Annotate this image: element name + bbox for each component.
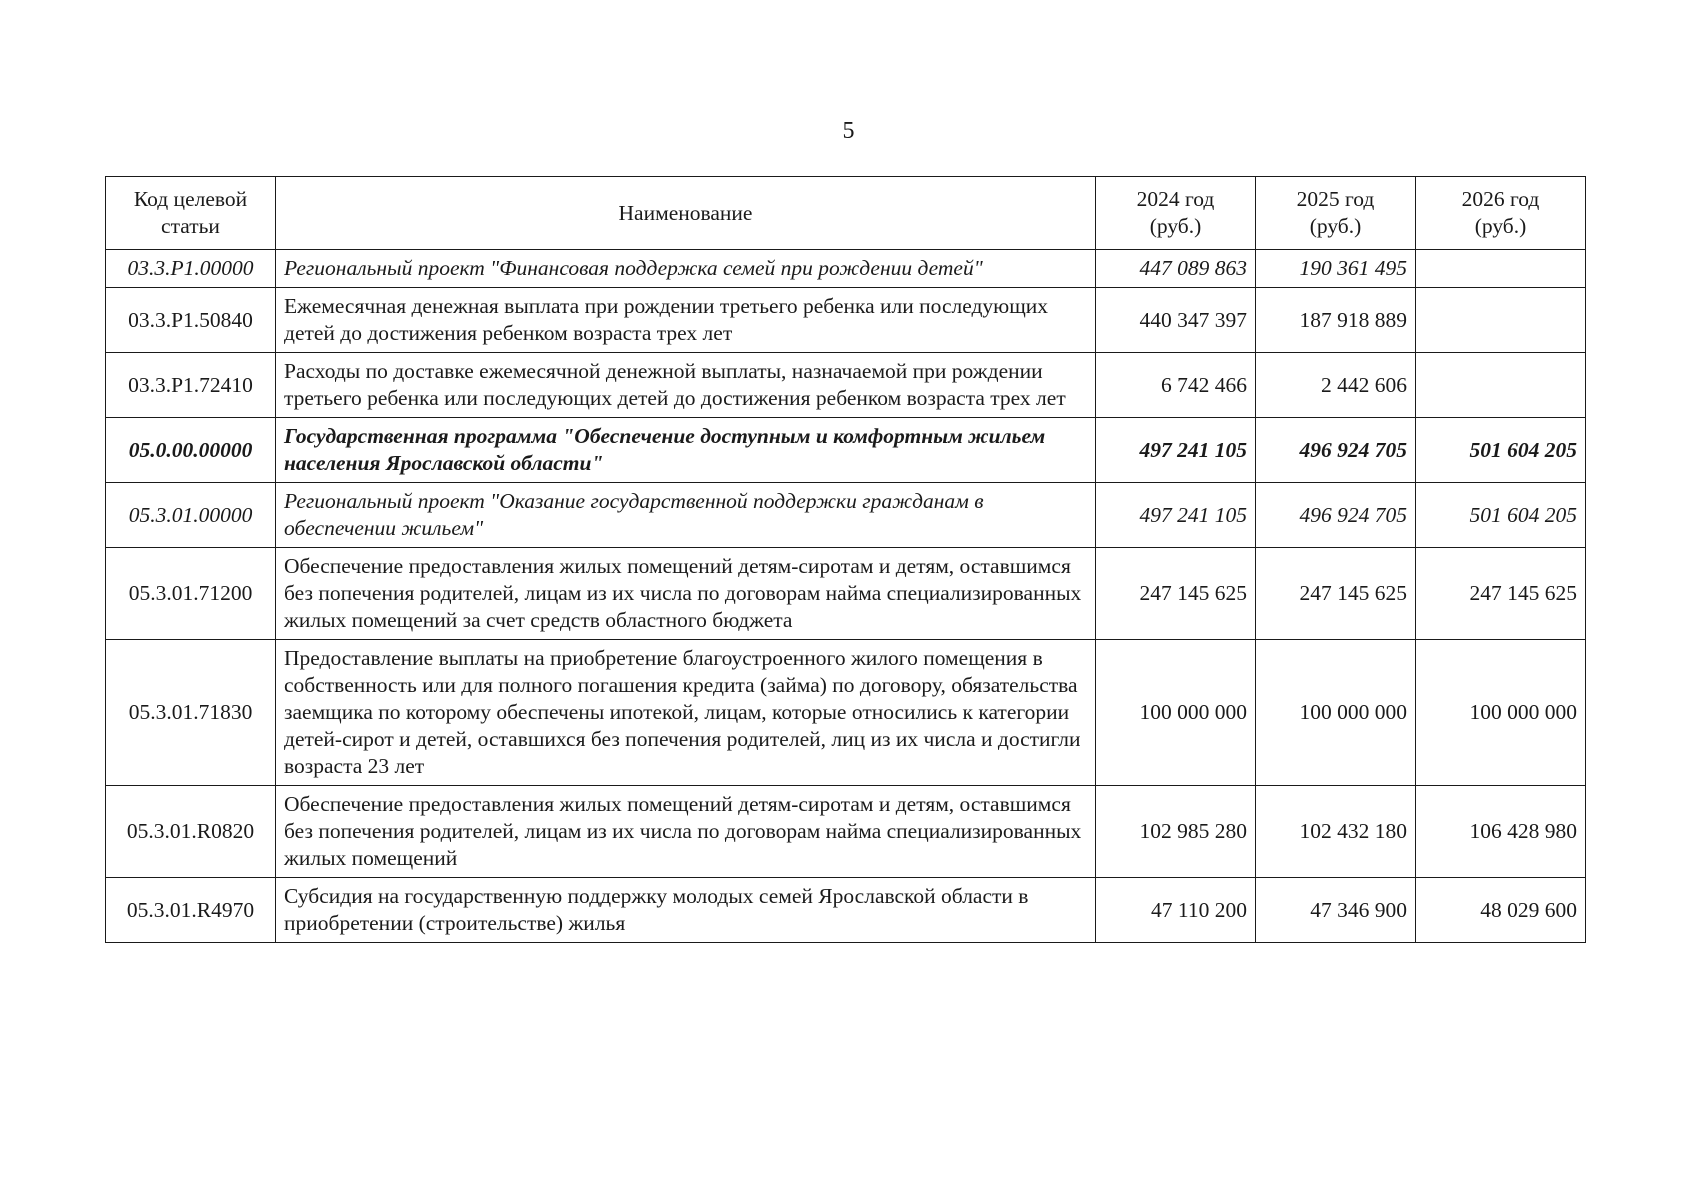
row-code: 05.3.01.R0820 xyxy=(106,786,276,878)
row-value-2025: 102 432 180 xyxy=(1256,786,1416,878)
row-code: 05.3.01.R4970 xyxy=(106,878,276,943)
row-name: Обеспечение предоставления жилых помещений детям-сиротам и детям, оставшимся без попечения родителей, лицам из их числа по договорам найма специализированных жилых помещений за счет средств областного бюджета xyxy=(276,548,1096,640)
row-value-2024: 497 241 105 xyxy=(1096,483,1256,548)
row-name: Предоставление выплаты на приобретение благоустроенного жилого помещения в собственность или для полного погашения кредита (займа) по договору, обязательства заемщика по которому обеспечены ипотекой, лицам, которые относились к категории детей-сирот и детей, оставшихся без попечения родителей, лиц из их числа и достигли возраста 23 лет xyxy=(276,640,1096,786)
header-2026: 2026 год (руб.) xyxy=(1416,177,1586,250)
table-row xyxy=(106,288,1586,353)
row-name: Региональный проект "Финансовая поддержка семей при рождении детей" xyxy=(276,250,1096,288)
page-number: 5 xyxy=(842,118,855,144)
row-code: 05.3.01.00000 xyxy=(106,483,276,548)
row-value-2025: 247 145 625 xyxy=(1256,548,1416,640)
table-row xyxy=(106,250,1586,288)
row-value-2025: 496 924 705 xyxy=(1256,483,1416,548)
row-value-2026: 100 000 000 xyxy=(1416,640,1586,786)
table-row xyxy=(106,548,1586,640)
row-value-2024: 447 089 863 xyxy=(1096,250,1256,288)
row-name: Государственная программа "Обеспечение доступным и комфортным жильем населения Ярославской области" xyxy=(276,418,1096,483)
row-value-2025: 187 918 889 xyxy=(1256,288,1416,353)
row-value-2025: 496 924 705 xyxy=(1256,418,1416,483)
row-value-2024: 6 742 466 xyxy=(1096,353,1256,418)
row-value-2026: 501 604 205 xyxy=(1416,418,1586,483)
row-code: 03.3.P1.72410 xyxy=(106,353,276,418)
row-value-2024: 440 347 397 xyxy=(1096,288,1256,353)
row-value-2026 xyxy=(1416,353,1586,418)
row-value-2024: 100 000 000 xyxy=(1096,640,1256,786)
budget-table xyxy=(105,176,1586,943)
table-body xyxy=(106,250,1586,943)
row-value-2025: 190 361 495 xyxy=(1256,250,1416,288)
row-value-2025: 2 442 606 xyxy=(1256,353,1416,418)
row-name: Субсидия на государственную поддержку молодых семей Ярославской области в приобретении (строительстве) жилья xyxy=(276,878,1096,943)
row-value-2025: 100 000 000 xyxy=(1256,640,1416,786)
table-header-row xyxy=(106,177,1586,250)
table-row xyxy=(106,878,1586,943)
row-value-2024: 102 985 280 xyxy=(1096,786,1256,878)
row-value-2026 xyxy=(1416,250,1586,288)
row-code: 05.3.01.71200 xyxy=(106,548,276,640)
table-row xyxy=(106,353,1586,418)
row-name: Обеспечение предоставления жилых помещений детям-сиротам и детям, оставшимся без попечения родителей, лицам из их числа по договорам найма специализированных жилых помещений xyxy=(276,786,1096,878)
row-code: 03.3.P1.00000 xyxy=(106,250,276,288)
row-name: Ежемесячная денежная выплата при рождении третьего ребенка или последующих детей до достижения ребенком возраста трех лет xyxy=(276,288,1096,353)
table-row xyxy=(106,640,1586,786)
row-value-2026: 48 029 600 xyxy=(1416,878,1586,943)
row-code: 03.3.P1.50840 xyxy=(106,288,276,353)
table-row xyxy=(106,483,1586,548)
row-value-2024: 497 241 105 xyxy=(1096,418,1256,483)
header-name: Наименование xyxy=(276,177,1096,250)
row-value-2026: 106 428 980 xyxy=(1416,786,1586,878)
header-2024: 2024 год (руб.) xyxy=(1096,177,1256,250)
table-row xyxy=(106,786,1586,878)
row-value-2024: 47 110 200 xyxy=(1096,878,1256,943)
table-row xyxy=(106,418,1586,483)
header-2025: 2025 год (руб.) xyxy=(1256,177,1416,250)
row-value-2026 xyxy=(1416,288,1586,353)
row-value-2026: 247 145 625 xyxy=(1416,548,1586,640)
row-value-2024: 247 145 625 xyxy=(1096,548,1256,640)
row-value-2025: 47 346 900 xyxy=(1256,878,1416,943)
row-code: 05.3.01.71830 xyxy=(106,640,276,786)
row-value-2026: 501 604 205 xyxy=(1416,483,1586,548)
row-name: Региональный проект "Оказание государственной поддержки гражданам в обеспечении жильем" xyxy=(276,483,1096,548)
row-name: Расходы по доставке ежемесячной денежной выплаты, назначаемой при рождении третьего ребенка или последующих детей до достижения ребенком возраста трех лет xyxy=(276,353,1096,418)
header-code: Код целевой статьи xyxy=(106,177,276,250)
row-code: 05.0.00.00000 xyxy=(106,418,276,483)
